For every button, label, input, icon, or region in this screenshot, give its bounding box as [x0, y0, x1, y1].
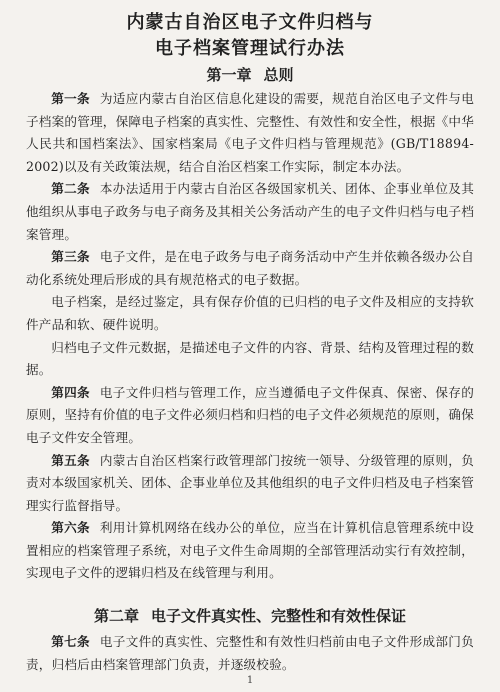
document-title [26, 10, 474, 62]
article-number: 第五条 [51, 452, 90, 468]
article-number: 第六条 [51, 520, 90, 536]
chapter-2-name: 电子文件真实性、完整性和有效性保证 [151, 607, 407, 626]
article-paragraph [26, 178, 474, 246]
article-paragraph [26, 291, 474, 336]
chapter-1-number: 第一章 [206, 66, 252, 84]
article-paragraph [26, 450, 474, 518]
article-number: 第一条 [51, 91, 90, 106]
article-paragraph [26, 88, 474, 178]
article-text: 本办法适用于内蒙古自治区各级国家机关、团体、企事业单位及其他组织从事电子政务与电子商务及其相关公务活动产生的电子文件归档与电子档案管理。 [26, 181, 474, 242]
article-text: 利用计算机网络在线办公的单位，应当在计算机信息管理系统中设置相应的档案管理子系统，对电子文件生命周期的全部管理活动实行有效控制，实现电子文件的逻辑归档及在线管理与利用。 [26, 520, 474, 581]
article-number: 第七条 [51, 634, 90, 650]
article-paragraph [26, 246, 474, 291]
title-line-2: 电子档案管理试行办法 [155, 38, 345, 59]
chapter-1-body [26, 88, 474, 585]
article-text: 为适应内蒙古自治区信息化建设的需要，规范自治区电子文件与电子档案的管理，保障电子档案的真实性、完整性、有效性和安全性，根据《中华人民共和国档案法》、国家档案局《电子文件归档与管理规范》(GB/T18894-2002)以及有关政策法规，结合自治区档案工作实际，制定本办法。 [26, 91, 474, 174]
article-text: 电子文件归档与管理工作，应当遵循电子文件保真、保密、保存的原则，坚持有价值的电子文件必须归档和归档的电子文件必须规范的原则，确保电子文件安全管理。 [26, 384, 474, 445]
article-paragraph [26, 382, 474, 450]
article-text: 内蒙古自治区档案行政管理部门按统一领导、分级管理的原则，负责对本级国家机关、团体、企事业单位及其他组织的电子文件归档及电子档案管理实行监督指导。 [26, 452, 474, 513]
chapter-1-name: 总则 [263, 66, 294, 84]
article-text: 归档电子文件元数据，是描述电子文件的内容、背景、结构及管理过程的数据。 [26, 339, 474, 378]
article-number: 第二条 [51, 181, 90, 197]
article-text: 电子档案，是经过鉴定，具有保存价值的已归档的电子文件及相应的支持软件产品和软、硬件说明。 [26, 294, 474, 332]
chapter-2-body [26, 631, 474, 676]
article-number: 第四条 [51, 384, 90, 400]
article-text: 电子文件，是在电子政务与电子商务活动中产生并依赖各级办公自动化系统处理后形成的具有规范格式的电子数据。 [26, 249, 474, 287]
article-paragraph [26, 517, 474, 585]
article-paragraph [26, 631, 474, 676]
chapter-2-number: 第二章 [93, 607, 139, 626]
chapter-2-heading [26, 605, 474, 627]
article-number: 第三条 [51, 249, 90, 265]
article-text: 电子文件的真实性、完整性和有效性归档前由电子文件形成部门负责，归档后由档案管理部门负责，并逐级校验。 [26, 634, 474, 672]
page-number: 1 [246, 675, 254, 686]
title-line-1: 内蒙古自治区电子文件归档与 [126, 12, 374, 33]
chapter-1-heading [26, 64, 474, 86]
article-paragraph [26, 337, 474, 382]
